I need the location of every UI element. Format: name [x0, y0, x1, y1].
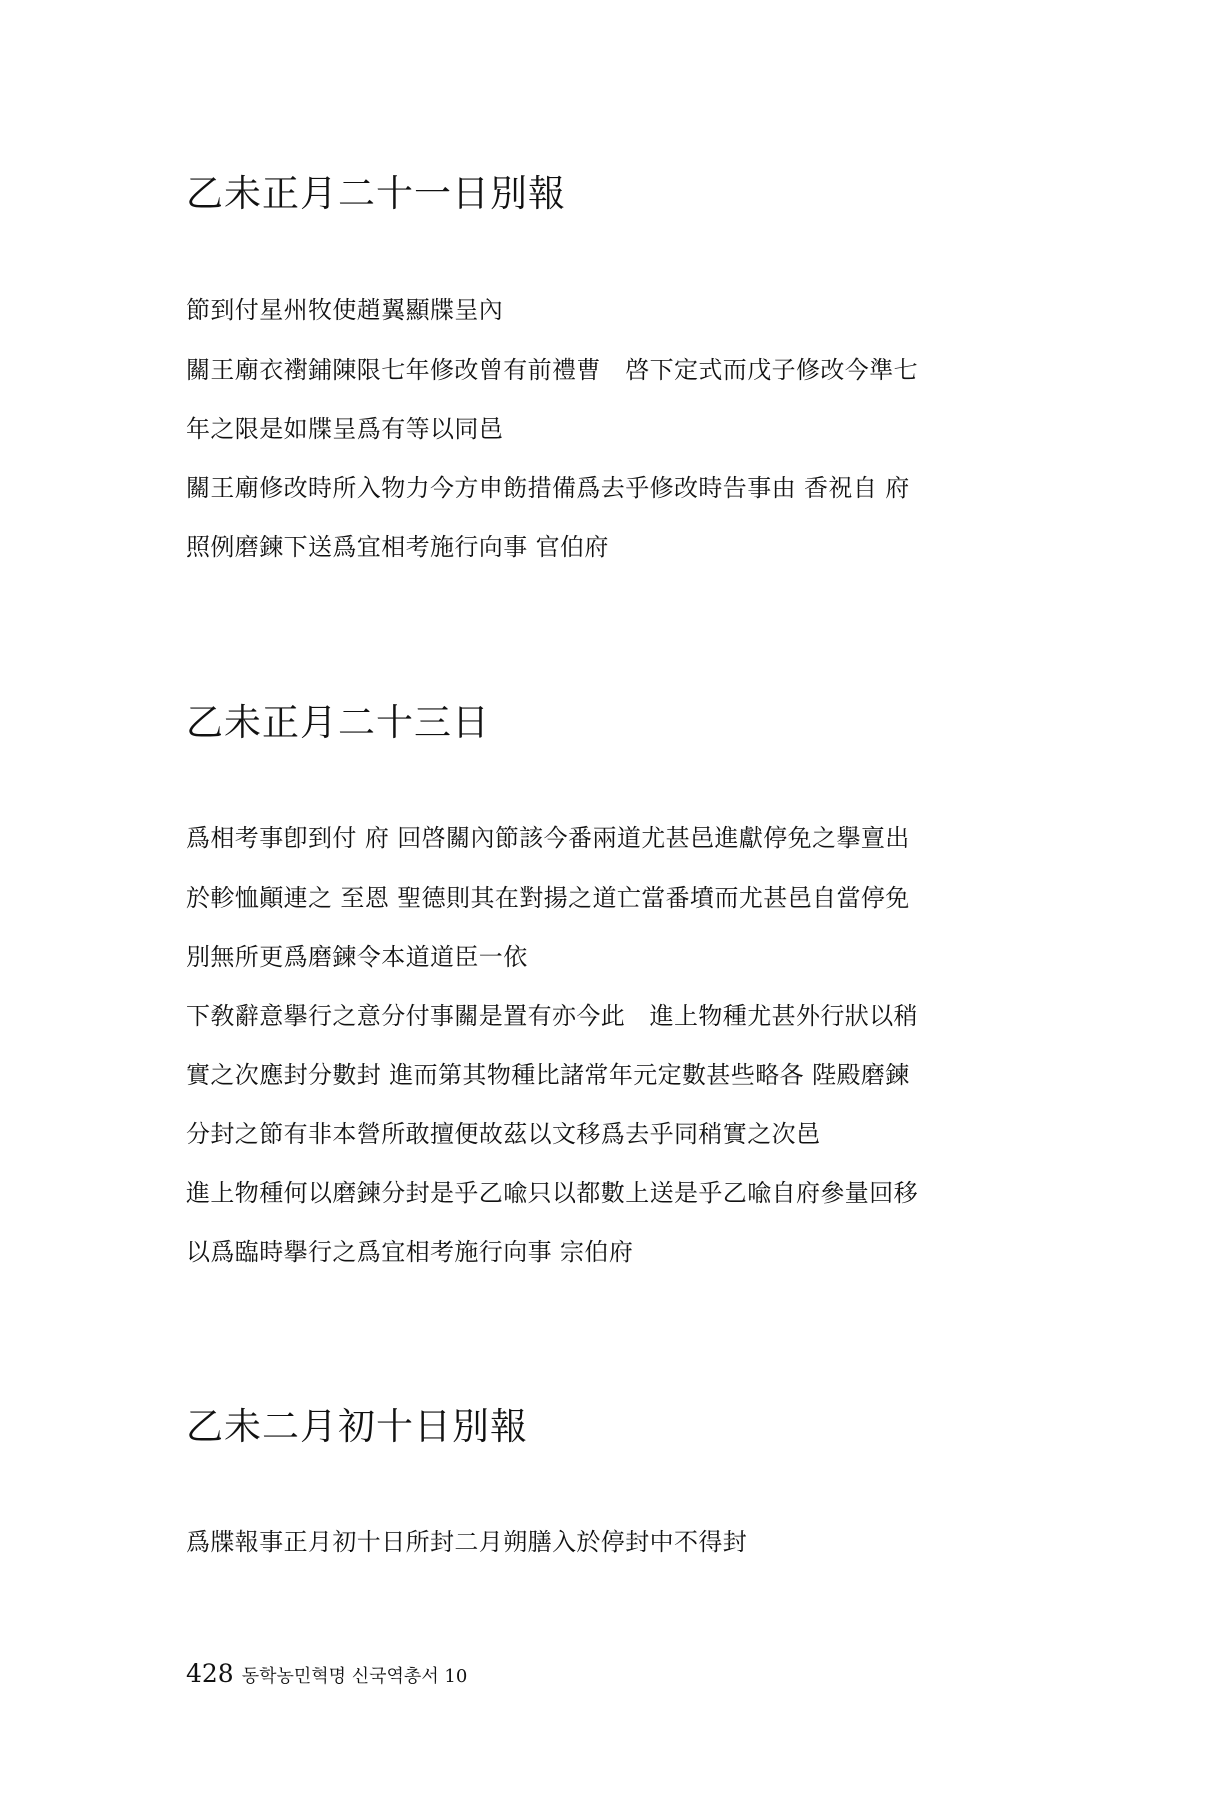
text-line: 關王廟修改時所入物力今方申飭措備爲去乎修改時告事由 香祝自 府: [186, 474, 910, 502]
text-line: 分封之節有非本營所敢擅便故茲以文移爲去乎同稍實之次邑: [186, 1120, 821, 1148]
page-footer: [186, 1660, 467, 1691]
text-line: 於軫恤顚連之 至恩 聖德則其在對揚之道亡當番墳而尤甚邑自當停免: [186, 884, 910, 912]
text-line: 年之限是如牒呈爲有等以同邑: [186, 415, 504, 443]
series-title: 동학농민혁명 신국역총서 10: [241, 1666, 468, 1687]
text-line: 以爲臨時擧行之爲宜相考施行向事 宗伯府: [186, 1238, 634, 1266]
page-number: 428: [186, 1659, 234, 1688]
text-line: 別無所更爲磨鍊令本道道臣一依: [186, 943, 528, 971]
text-line: 爲相考事卽到付 府 回啓關內節該今番兩道尤甚邑進獻停免之擧亶出: [186, 824, 910, 852]
text-line: 關王廟衣襨鋪陳限七年修改曾有前禮曹 啓下定式而戊子修改今準七: [186, 356, 918, 384]
section-heading: 乙未正月二十一日別報: [186, 172, 566, 215]
text-line: 節到付星州牧使趙翼顯牒呈內: [186, 296, 504, 324]
text-line: 實之次應封分數封 進而第其物種比諸常年元定數甚些略各 陛殿磨鍊: [186, 1061, 910, 1089]
text-line: 下敎辭意擧行之意分付事關是置有亦今此 進上物種尤甚外行狀以稍: [186, 1002, 918, 1030]
text-line: 照例磨鍊下送爲宜相考施行向事 官伯府: [186, 533, 609, 561]
section-heading: 乙未正月二十三日: [186, 701, 490, 744]
text-line: 進上物種何以磨鍊分封是乎乙喩只以都數上送是乎乙喩自府參量回移: [186, 1179, 918, 1207]
text-line: 爲牒報事正月初十日所封二月朔膳入於停封中不得封: [186, 1528, 748, 1556]
section-heading: 乙未二月初十日別報: [186, 1405, 528, 1448]
